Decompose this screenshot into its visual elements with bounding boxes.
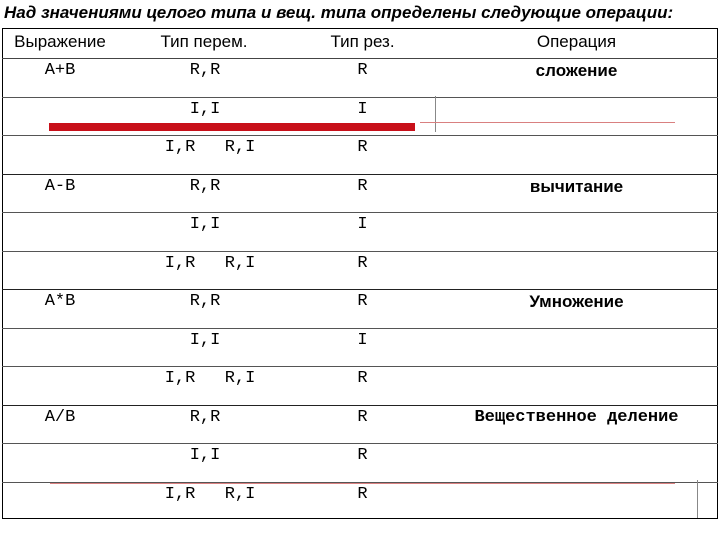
- row-divider: [2, 251, 718, 252]
- red-rule: [50, 483, 675, 484]
- red-rule: [420, 122, 675, 123]
- expression-cell: A+B: [44, 61, 76, 80]
- var-type-left: I,R: [164, 484, 196, 504]
- var-type-right: R,I: [224, 369, 256, 388]
- column-guide: [697, 480, 698, 518]
- header-operation: Операция: [536, 32, 617, 51]
- var-type-cell: I,I: [189, 215, 221, 234]
- column-guide: [435, 96, 436, 132]
- row-divider: [2, 366, 718, 367]
- page-title: Над значениями целого типа и вещ. типа определены следующие операции:: [4, 3, 674, 22]
- result-type-cell: I: [357, 215, 368, 234]
- header-result-type: Тип рез.: [330, 32, 395, 51]
- expression-cell: A-B: [44, 176, 76, 196]
- result-type-cell: R: [357, 446, 368, 465]
- expression-cell: A/B: [44, 407, 76, 427]
- result-type-cell: I: [357, 330, 368, 350]
- result-type-cell: R: [357, 407, 368, 427]
- var-type-left: I,R: [164, 253, 196, 273]
- expression-cell: A*B: [44, 292, 76, 311]
- var-type-left: I,R: [164, 369, 196, 388]
- var-type-cell: R,R: [189, 61, 221, 80]
- var-type-cell: R,R: [189, 407, 221, 427]
- header-expression: Выражение: [14, 32, 106, 51]
- row-divider: [2, 289, 718, 290]
- row-divider: [2, 135, 718, 136]
- row-divider: [2, 405, 718, 406]
- result-type-cell: R: [357, 138, 368, 157]
- row-divider: [2, 212, 718, 213]
- var-type-left: I,R: [164, 138, 196, 157]
- result-type-cell: R: [357, 292, 368, 311]
- var-type-cell: I,I: [189, 99, 221, 119]
- var-type-right: R,I: [224, 138, 256, 157]
- operation-cell: вычитание: [529, 176, 624, 196]
- var-type-cell: I,I: [189, 446, 221, 465]
- row-divider: [2, 443, 718, 444]
- operation-cell: Вещественное деление: [474, 407, 679, 427]
- operation-cell: Умножение: [529, 292, 624, 311]
- var-type-cell: R,R: [189, 176, 221, 196]
- result-type-cell: R: [357, 176, 368, 196]
- var-type-cell: R,R: [189, 292, 221, 311]
- var-type-right: R,I: [224, 253, 256, 273]
- var-type-cell: I,I: [189, 330, 221, 350]
- operation-cell: сложение: [535, 61, 618, 80]
- result-type-cell: I: [357, 99, 368, 119]
- var-type-right: R,I: [224, 484, 256, 504]
- red-highlight-bar: [49, 123, 415, 131]
- result-type-cell: R: [357, 253, 368, 273]
- result-type-cell: R: [357, 484, 368, 504]
- result-type-cell: R: [357, 369, 368, 388]
- result-type-cell: R: [357, 61, 368, 80]
- header-divider: [2, 58, 718, 59]
- header-var-type: Тип перем.: [160, 32, 248, 51]
- row-divider: [2, 328, 718, 329]
- row-divider: [2, 174, 718, 175]
- row-divider: [2, 97, 718, 98]
